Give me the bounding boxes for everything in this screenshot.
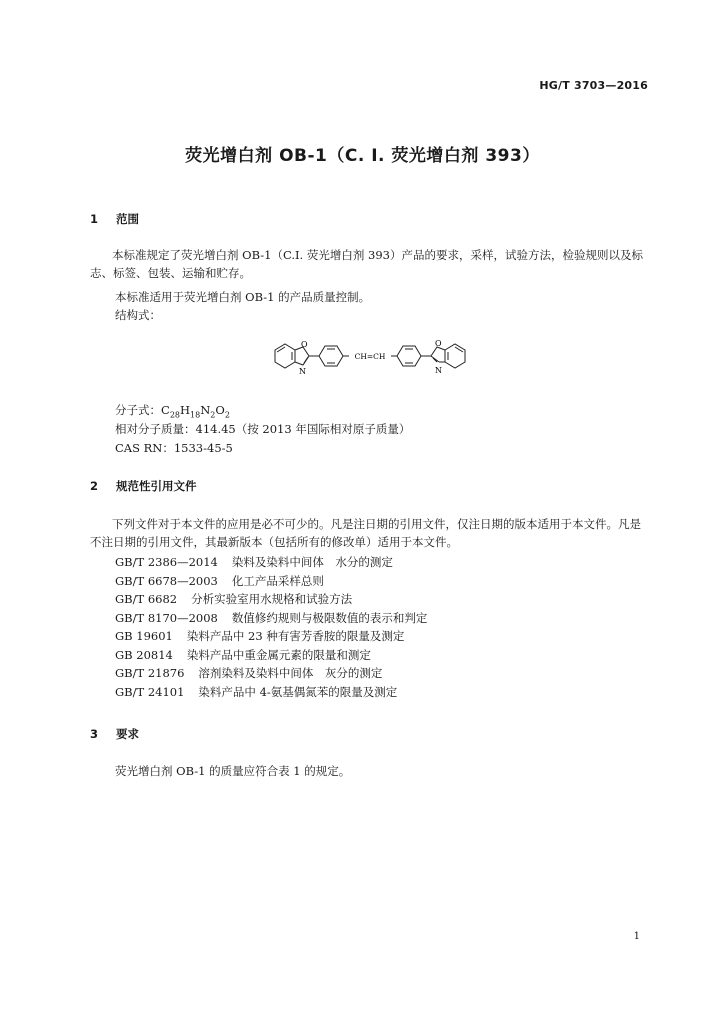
page-number: 1 [633,931,640,942]
section2-heading [90,478,197,494]
svg-text:N: N [435,366,442,375]
structure-linker: CH=CH [354,352,386,361]
reference-item: GB 19601 染料产品中 23 种有害芳香胺的限量及测定 [115,629,405,643]
structural-formula [263,340,483,384]
reference-item: GB 20814 染料产品中重金属元素的限量和测定 [115,647,371,662]
reference-item: GB/T 2386—2014 染料及染料中间体 水分的测定 [115,555,393,569]
section2-paragraph: 下列文件对于本文件的应用是必不可少的。凡是注日期的引用文件，仅注日期的版本适用于本文件。凡是不注日期的引用文件，其最新版本（包括所有的修改单）适用于本文件。 [90,517,641,549]
section3-title: 要求 [116,727,139,741]
section1-number: 1 [90,212,99,226]
section1-heading [90,211,139,227]
reference-item: GB/T 6678—2003 化工产品采样总则 [115,573,324,588]
svg-text:N: N [299,367,306,376]
section2-title: 规范性引用文件 [116,479,197,493]
section2-number: 2 [90,479,99,493]
page-title: 荧光增白剂 OB-1（C. I. 荧光增白剂 393） [185,146,540,166]
section1-paragraph2: 本标准适用于荧光增白剂 OB-1 的产品质量控制。 [115,290,371,304]
section1-paragraph1: 本标准规定了荧光增白剂 OB-1（C.I. 荧光增白剂 393）产品的要求，采样，试验方法，检验规则以及标志、标签、包装、运输和贮存。 [90,248,643,280]
section3-heading [90,726,139,742]
reference-list [115,553,427,701]
reference-item: GB/T 8170—2008 数值修约规则与极限数值的表示和判定 [115,610,428,625]
molecular-mass: 相对分子质量：414.45（按 2013 年国际相对原子质量） [115,422,411,436]
section1-title: 范围 [116,212,139,226]
structure-label: 结构式： [115,308,161,322]
reference-item: GB/T 24101 染料产品中 4-氨基偶氮苯的限量及测定 [115,684,398,699]
svg-text:O: O [301,340,308,349]
section3-paragraph: 荧光增白剂 OB-1 的质量应符合表 1 的规定。 [115,764,351,778]
section3-number: 3 [90,727,99,741]
doc-code: HG/T 3703—2016 [539,79,648,92]
cas-number: CAS RN：1533-45-5 [115,441,233,455]
reference-item: GB/T 6682 分析实验室用水规格和试验方法 [115,592,353,606]
molecular-formula: 分子式：$C_{28}H_{18}N_2O_2$ [115,403,230,420]
reference-item: GB/T 21876 溶剂染料及染料中间体 灰分的测定 [115,666,383,680]
svg-text:O: O [435,340,442,348]
